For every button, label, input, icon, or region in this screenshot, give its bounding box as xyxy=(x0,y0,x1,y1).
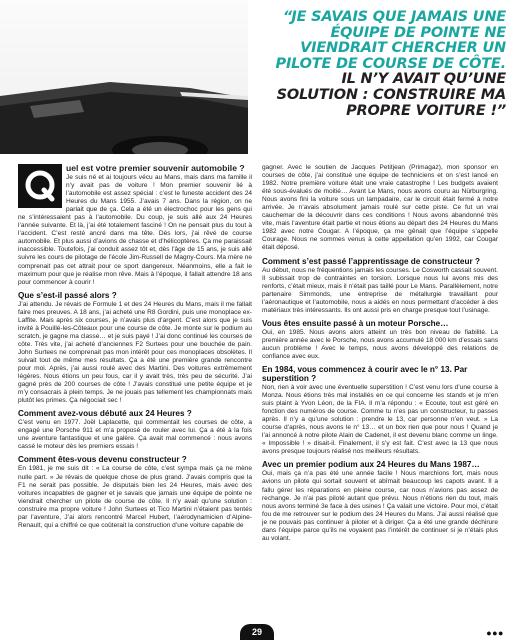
section-heading: Avec un premier podium aux 24 Heures du Mans 1987… xyxy=(262,460,480,470)
section-heading: Comment êtes-vous devenu constructeur ? xyxy=(18,455,187,465)
section-heading: Comment avez-vous débuté aux 24 Heures ? xyxy=(18,409,192,419)
page-number: 29 xyxy=(240,624,274,640)
car-photo-illustration xyxy=(0,0,248,154)
intro-question: uel est votre premier souvenir automobile ? xyxy=(66,163,245,173)
drop-cap-q xyxy=(18,164,62,208)
pull-quote xyxy=(262,10,506,119)
section-heading: En 1984, vous commencez à courir avec le n° 13. Par superstition ? xyxy=(262,364,468,383)
pull-quote-emphasis: IL N’Y AVAIT QU’UNE SOLUTION : CONSTRUIRE MA PROPRE VOITURE !” xyxy=(276,71,506,119)
section-paragraph: C’est venu en 1977. Joël Laplacette, qui commentait les courses de côte, a engagé une Porsche 911 et m’a proposé de rouler avec lui. Ça a été à la fois une aventure fantastique et une galère. Ça avait mal commencé : nous avons cassé le moteur dès les premiers essais ! xyxy=(18,419,252,451)
section-paragraph: Oui, en 1985. Nous avons alors atteint un très bon niveau de fiabilité. La première année avec le Porsche, nous avons accumulé 18 000 km d’essais sans aucun problème ! Avec le temps, nous avons développé des relations de confiance avec eux. xyxy=(262,328,498,360)
end-mark: ●●● xyxy=(486,628,504,638)
intro-paragraph: Je suis né et ai toujours vécu au Mans, mais dans ma famille il n’y avait pas de voiture ! Mon premier souvenir lié à l’automobile est assez spécial : c’est le funeste accident des 24 Heures du Mans 1955. J’avais 7 ans. Dans la région, on ne parlait que de ça. Cela a été un électrochoc pour les gens qui ne s’intéressaient pas à l’automobile. Du coup, je suis allé aux 24 Heures l’année suivante. Et là, j’ai été totalement fasciné ! On ne pensait plus du tout à l’accident. C’est resté ancré dans ma tête. Dès lors, j’ai rêvé de course automobile. Et plus aussi d’avions de chasse et d’hélicoptères. Ça me paraissait inaccessible. Toutefois, j’ai conduit assez tôt et, dès l’âge de 15 ans, je suis allé suivre les cours de pilotage de l’école Jim-Russell de Magny-Cours. Ma mère ne comprenait pas cet attrait pour ce sport dangereux. Néanmoins, elle a fait le maximum pour que je réalise mon rêve. Mais à l’époque, il fallait attendre 18 ans pour commencer à courir ! xyxy=(18,174,252,286)
car-photo xyxy=(0,0,248,154)
drop-cap-q-glyph xyxy=(18,164,62,208)
article-column-right xyxy=(262,164,498,543)
section-paragraph: Au début, nous ne fréquentions jamais les courses. Le Cosworth cassait souvent. Il subissait trop de contraintes en torsion. Lorsque nous lui avons mis des renforts, c’était mieux, mais il n’était pas taillé pour Le Mans. Parallèlement, notre partenaire Simmonds, une entreprise de métallurgie travaillant pour l’aéronautique et l’automobile, nous a aidés en nous permettant d’accéder à des matériaux très intéressants. Ils ont aussi pris en charge presque tout l’usinage. xyxy=(262,266,498,314)
section-heading: Comment s’est passé l’apprentissage de constructeur ? xyxy=(262,256,480,266)
section-paragraph: gagner. Avec le soutien de Jacques Petitjean (Primagaz), mon sponsor en courses de côte, j’ai constitué une équipe de techniciens et on s’est lancé en 1982. Notre première voiture était une vraie catastrophe ! Les budgets avaient été sous-évalués de moitié… Avant Le Mans, nous avons couru au Nürburgring. Nous avons fini la voiture sous un lampadaire, car le circuit était fermé à notre arrivée. Je n’avais absolument jamais roulé sur cette piste. Ce fut un vrai cauchemar de la découvrir dans ces conditions ! Nous avons abandonné très vite, mais l’aventure était partie et nous étions au départ des 24 Heures du Mans 1982 avec notre Cougar. A l’époque, ça me gênait que l’équipe s’appelle Courage. Nous ne sommes venus à cette appellation qu’en 1992, car Cougar était déposé. xyxy=(262,164,498,252)
section-paragraph: En 1981, je me suis dit : « La course de côte, c’est sympa mais ça ne mène nulle part. » Je révais de quelque chose de plus grand. J’avais compris que la F1 ne serait pas possible. Je disputais bien les 24 Heures, mais avec des voitures incapables de gagner et je savais que jamais une équipe de pointe ne viendrait chercher un pilote de course de côte. Il n’y avait qu’une solution : construire ma propre voiture ! John Surtees et Tico Martini n’étaient pas tentés par l’aventure, J’ai alors rencontré Marcel Hubert, l’aérodynamicien d’Alpine-Renault, qui a chiffré ce que coûterait la construction d’une voiture capable de xyxy=(18,465,252,529)
section-paragraph: Oui, mais ça n’a pas été une année facile ! Nous marchions fort, mais nous avions un pilote qui sortait souvent et abîmait beaucoup les capots avant. Il a fallu gérer les réparations en pleine course, car nous n’avions pas assez de rechange. Je n’ai pas piloté autant que prévu. Nous n’étions rien du tout, mais nous avons terminé 3e face à des usines ! Ça valait une victoire. Pour moi, c’était fou de me retrouver sur le podium des 24 Heures du Mans. J’ai aussi réalisé que je ne pouvais pas continuer à piloter et à diriger. Ça a été une grande déchirure dans l’équipe parce qu’ils ne voyaient pas l’intérêt de continuer si je n’étais plus au volant. xyxy=(262,470,498,542)
section-heading: Que s’est-il passé alors ? xyxy=(18,290,117,300)
section-paragraph: Non, rien à voir avec une éventuelle superstition ! C’est venu lors d’une course à Monza. Nous étions très mal installés en ce qui concerne les stands et je m’en suis plaint à Yvon Léon, de la FIA. Il m’a répondu : « Ecoute, tout est géré en fonction des numéros de course. Comme tu n’es pas un constructeur, tu passes après. Il n’y a qu’une solution : prendre le 13, car personne n’en veut. » La course d’après, nous avons le n° 13… et un box rien que pour nous ! Quand je l’ai annoncé à notre pilote Alain de Cadenet, il est devenu blanc comme un linge. « Impossible ! » disait-il. Finalement, il s’y est fait. C’est avec la 13 que nous avons presque toujours réalisé nos meilleurs résultats. xyxy=(262,383,498,456)
section-paragraph: J’ai attendu. Je révais de Formule 1 et des 24 Heures du Mans, mais il me fallait faire mes preuves. A 18 ans, j’ai acheté une R8 Gordini, puis une monoplace ex-Laffite. Mais après six courses, je n’avais plus d’argent. C’est alors que je suis invité à Pouillé-les-Côteaux pour une course de côte. Je monte sur le podium au scratch, je gagne ma classe… et je suis payé ! J’ai donc continué les courses de côte. Très vite, j’ai acheté d’anciennes F2 Surtees pour une bouchée de pain. John Surtees ne comprenait pas mon intérêt pour ces monoplaces obsolètes. Il suivait tout de même mes résultats. Ça a été une première grande rencontre pour moi. Après, j’ai aussi roulé avec des Martini. Des voitures extrêmement légères. Nous étions un peu fous, car il y avait très, très peu de sécurité. J’ai gagné près de 200 courses de côte ! J’avais constitué une petite équipe et je m’y consacrais à plein temps. Je ne jouais pas tellement les championnats mais plutôt les primes. Ça négociait sec ! xyxy=(18,300,252,405)
section-heading: Vous êtes ensuite passé à un moteur Porsche… xyxy=(262,318,449,328)
article-column-left xyxy=(18,164,252,530)
pull-quote-highlight: “JE SAVAIS QUE JAMAIS UNE ÉQUIPE DE POINTE NE VIENDRAIT CHERCHER UN PILOTE DE COURSE DE CÔTE. xyxy=(275,9,506,72)
